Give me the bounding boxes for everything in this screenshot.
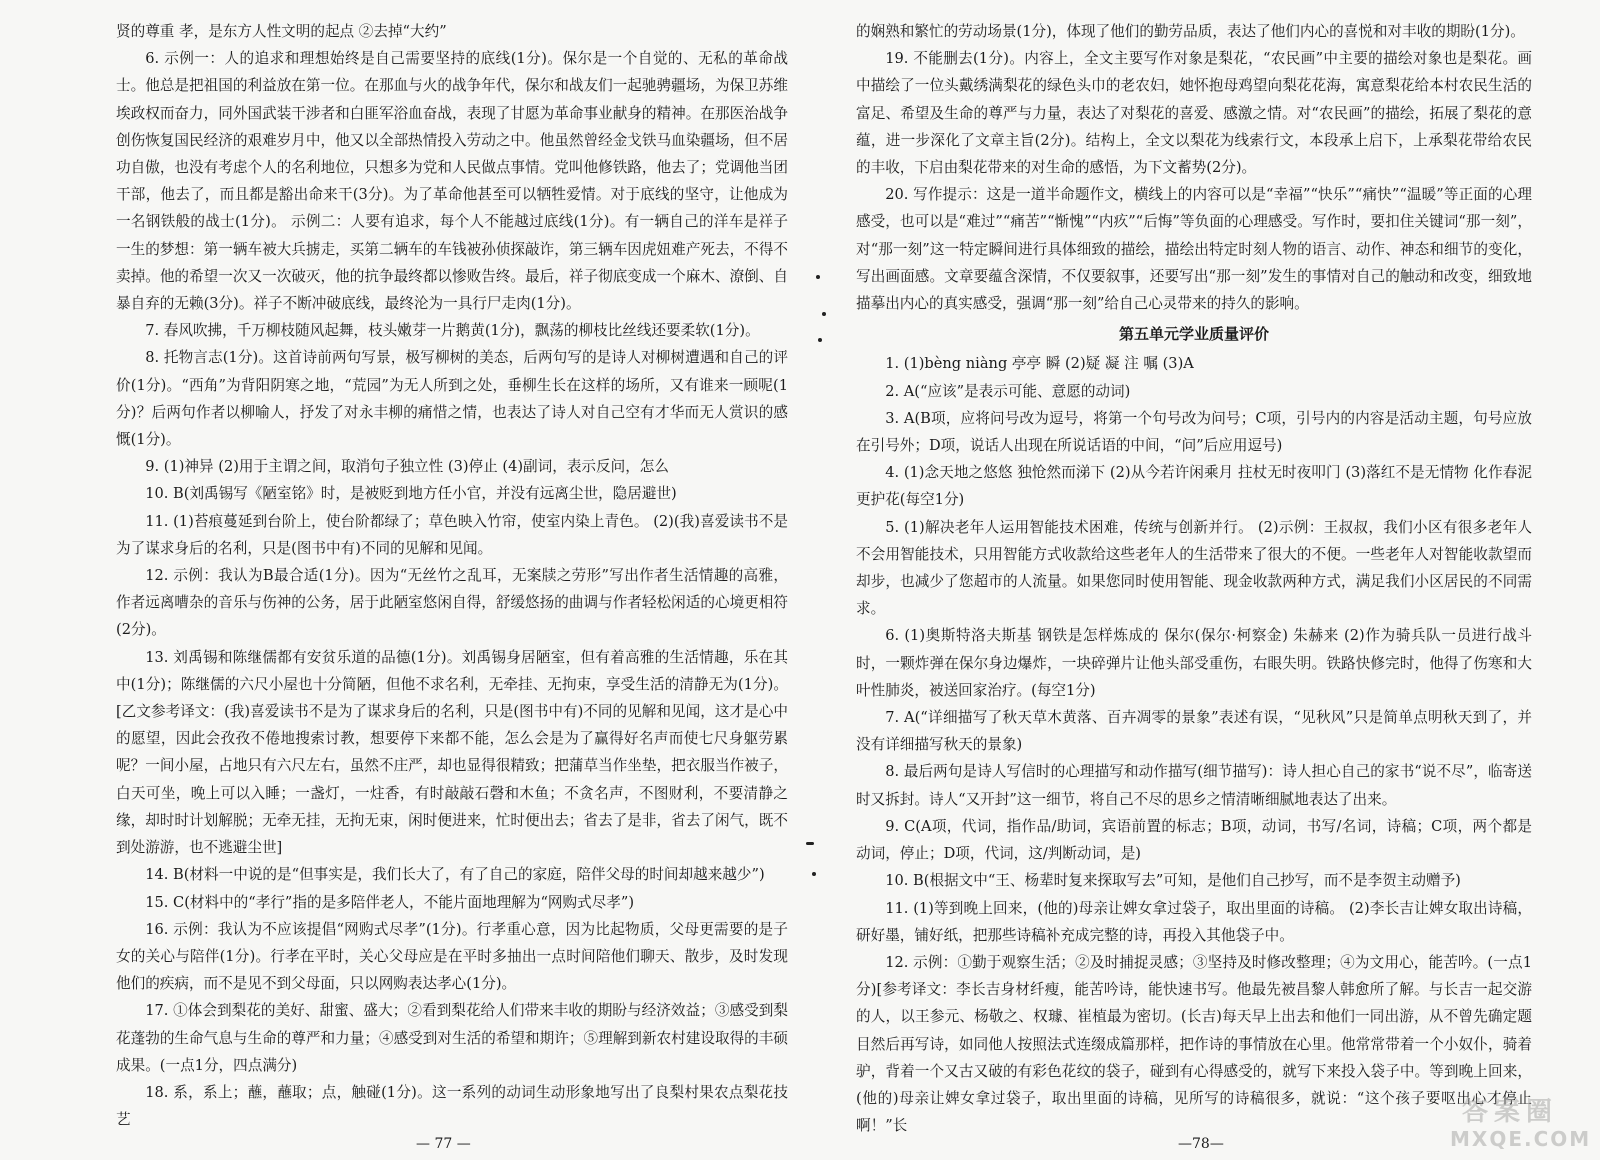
scan-speck: [806, 842, 814, 845]
scan-speck: [822, 312, 826, 316]
scan-speck: [812, 872, 816, 876]
answer-17: 17. ①体会到梨花的美好、甜蜜、盛大；②看到梨花给人们带来丰收的期盼与经济效益；③感受到梨花蓬勃的生命气息与生命的尊严和力量；④感受到对生活的希望和期许；⑤理解到新农村建设取得的丰硕成果。(一点1分，四点满分): [116, 1002, 788, 1074]
answer-18: 18. 系，系上；蘸，蘸取；点，触碰(1分)。这一系列的动词生动形象地写出了良梨村果农点梨花技艺: [116, 1083, 788, 1129]
answer-16: 16. 示例：我认为不应该提倡“网购式尽孝”(1分)。行孝重心意，因为比起物质，父母更需要的是子女的关心与陪伴(1分)。行孝在平时，关心父母应是在平时多抽出一点时间陪他们聊天、散步，及时发现他们的疾病，而不是见不到父母面，只以网购表达孝心(1分)。: [116, 920, 788, 993]
unit5-answer-5: 5. (1)解决老年人运用智能技术困难，传统与创新并行。 (2)示例：王叔叔，我们小区有很多老年人不会用智能技术，只用智能方式收款给这些老年人的生活带来了很大的不便。一些老年人对智能收款望而却步，也减少了您超市的人流量。如果您同时使用智能、现金收款两种方式，满足我们小区居民的不同需求。: [856, 518, 1532, 618]
answer-8: 8. 托物言志(1分)。这首诗前两句写景，极写柳树的美态，后两句写的是诗人对柳树遭遇和自己的评价(1分)。“西角”为背阳阴寒之地，“荒园”为无人所到之处，垂柳生长在这样的场所，又有谁来一顾呢(1分)？后两句作者以柳喻人，抒发了对永丰柳的痛惜之情，也表达了诗人对自己空有才华而无人赏识的感慨(1分)。: [116, 349, 788, 449]
paragraph-continuation: 的娴熟和繁忙的劳动场景(1分)，体现了他们的勤劳品质，表达了他们内心的喜悦和对丰收的期盼(1分)。: [856, 23, 1525, 40]
answer-13: 13. 刘禹锡和陈继儒都有安贫乐道的品德(1分)。刘禹锡身居陋室，但有着高雅的生活情趣，乐在其中(1分)；陈继儒的六尺小屋也十分简陋，但他不求名利，无牵挂、无拘束，享受生活的清静无为(1分)。[乙文参考译文：(我)喜爱读书不是为了谋求身后的名利，只是(图书中有)不同的见解和见闻，这才是心中的愿望，因此会孜孜不倦地搜索讨教，想要停下来都不能，怎么会是为了赢得好名声而使七尺身躯劳累呢？一间小屋，占地只有六尺左右，虽然不庄严，却也显得很精致；把蒲草当作坐垫，把衣服当作被子，白天可坐，晚上可以入睡；一盏灯，一炷香，有时敲敲石磬和木鱼；不贪名声，不图财利，不要清静之缘，却时时计划解脱；无牵无挂，无拘无束，闲时便进来，忙时便出去；省去了是非，省去了闲气，既不到处游游，也不逃避尘世]: [116, 648, 788, 857]
scan-speck: [816, 275, 820, 279]
unit5-answer-12: 12. 示例：①勤于观察生活；②及时捕捉灵感；③坚持及时修改整理；④为文用心，能苦吟。(一点1分)[参考译文：李长吉身材纤瘦，能苦吟诗，能快速书写。他最先被昌黎人韩愈所了解。与长吉一起交游的人，以王参元、杨敬之、权璩、崔植最为密切。(长吉)每天早上出去和他们一同出游，从不曾先确定题目然后再写诗，如同他人按照法式连缀成篇那样，把作诗的事情放在心里。他常常带着一个小奴仆，骑着驴，背着一个又古又破的有彩色花纹的袋子，碰到有心得感受的，就写下来投入袋子中。等到晚上回来，(他的)母亲让婢女拿过袋子，取出里面的诗稿，见所写的诗稿很多，就说：“这个孩子要呕出心才停止啊！”长: [856, 953, 1532, 1135]
answer-6: 6. 示例一：人的追求和理想始终是自己需要坚持的底线(1分)。保尔是一个自觉的、无私的革命战士。他总是把祖国的利益放在第一位。在那血与火的战争年代，保尔和战友们一起驰骋疆场，为保卫苏维埃政权而奋力，同外国武装干涉者和白匪军浴血奋战，表现了甘愿为革命事业献身的精神。在那医治战争创伤恢复国民经济的艰难岁月中，他又以全部热情投入劳动之中。他虽然曾经金戈铁马血染疆场，但不居功自傲，也没有考虑个人的名利地位，只想多为党和人民做点事情。党叫他修铁路，他去了；党调他当团干部，他去了，而且都是豁出命来干(3分)。为了革命他甚至可以牺牲爱情。对于底线的坚守，让他成为一名钢铁般的战士(1分)。 示例二：人要有追求，每个人不能越过底线(1分)。有一辆自己的洋车是祥子一生的梦想：第一辆车被大兵掳走，买第二辆车的车钱被孙侦探敲诈，第三辆车因虎妞难产死去，不得不卖掉。他的希望一次又一次破灭，他的抗争最终都以惨败告终。最后，祥子彻底变成一个麻木、潦倒、自暴自弃的无赖(3分)。祥子不断冲破底线，最终沦为一具行尸走肉(1分)。: [116, 50, 788, 313]
scan-speck: [818, 338, 822, 342]
answer-7: 7. 春风吹拂，千万柳枝随风起舞，枝头嫩芽一片鹅黄(1分)，飘荡的柳枝比丝线还要柔软(1分)。: [145, 322, 760, 340]
answer-20: 20. 写作提示：这是一道半命题作文，横线上的内容可以是“幸福”“快乐”“痛快”“温暖”等正面的心理感受，也可以是“难过”“痛苦”“惭愧”“内疚”“后悔”等负面的心理感受。写作时，要扣住关键词“那一刻”，对“那一刻”这一特定瞬间进行具体细致的描绘，描绘出特定时刻人物的语言、动作、神态和细节的变化，写出画面感。文章要蕴含深情，不仅要叙事，还要写出“那一刻”发生的事情对自己的触动和改变，细致地描摹出内心的真实感受，强调“那一刻”给自己心灵带来的持久的影响。: [856, 186, 1532, 313]
unit5-answer-2: 2. A(“应该”是表示可能、意愿的动词): [885, 382, 1131, 400]
unit5-answer-9: 9. C(A项，代词，指作品/助词，宾语前置的标志；B项，动词，书写/名词，诗稿；C项，两个都是动词，停止；D项，代词，这/判断动词，是): [856, 817, 1532, 863]
answer-15: 15. C(材料中的“孝行”指的是多陪伴老人，不能片面地理解为“网购式尽孝”): [145, 893, 635, 911]
unit5-answer-6: 6. (1)奥斯特洛夫斯基 钢铁是怎样炼成的 保尔(保尔·柯察金) 朱赫来 (2)作为骑兵队一员进行战斗时，一颗炸弹在保尔身边爆炸，一块碎弹片让他头部受重伤，右眼失明。铁路快修完时，他得了伤寒和大叶性肺炎，被送回家治疗。(每空1分): [856, 627, 1532, 699]
page-number-left: — 77 —: [416, 1136, 471, 1152]
unit5-answer-11: 11. (1)等到晚上回来，(他的)母亲让婢女拿过袋子，取出里面的诗稿。 (2)李长吉让婢女取出诗稿，研好墨，铺好纸，把那些诗稿补充成完整的诗，再投入其他袋子中。: [856, 899, 1532, 944]
answer-11: 11. (1)苔痕蔓延到台阶上，使台阶都绿了；草色映入竹帘，使室内染上青色。 (2)(我)喜爱读书不是为了谋求身后的名利，只是(图书中有)不同的见解和见闻。: [116, 512, 788, 557]
watermark-top: 答案圈: [1461, 1097, 1558, 1127]
answer-12: 12. 示例：我认为B最合适(1分)。因为“无丝竹之乱耳，无案牍之劳形”写出作者生活情趣的高雅，作者远离嘈杂的音乐与伤神的公务，居于此陋室悠闲自得，舒缓悠扬的曲调与作者轻松闲适的心境更相符(2分)。: [116, 567, 788, 639]
unit5-answer-10: 10. B(根据文中“王、杨辈时复来探取写去”可知，是他们自己抄写，而不是李贺主动赠予): [885, 872, 1461, 890]
right-page: [856, 18, 1532, 1135]
unit5-answer-8: 8. 最后两句是诗人写信时的心理描写和动作描写(细节描写)：诗人担心自己的家书“说不尽”，临寄送时又拆封。诗人“又开封”这一细节，将自己不尽的思乡之情清晰细腻地表达了出来。: [856, 763, 1532, 808]
answer-10: 10. B(刘禹锡写《陋室铭》时，是被贬到地方任小官，并没有远离尘世，隐居避世): [145, 485, 677, 503]
section-title: 第五单元学业质量评价: [1118, 325, 1269, 344]
watermark-logo: [1450, 1096, 1592, 1154]
unit5-answer-4: 4. (1)念天地之悠悠 独怆然而涕下 (2)从今若许闲乘月 拄杖无时夜叩门 (3)落红不是无情物 化作春泥更护花(每空1分): [856, 464, 1532, 509]
answer-9: 9. (1)神异 (2)用于主谓之间，取消句子独立性 (3)停止 (4)副词，表示反问，怎么: [145, 458, 669, 476]
unit5-answer-3: 3. A(B项，应将问号改为逗号，将第一个句号改为问号；C项，引号内的内容是活动主题，句号应放在引号外；D项，说话人出现在所说话语的中间，“问”后应用逗号): [856, 409, 1532, 455]
watermark-bottom: MXQE.COM: [1450, 1127, 1592, 1151]
unit5-answer-1: 1. (1)bèng niàng 亭亭 瞬 (2)疑 凝 注 嘱 (3)A: [885, 355, 1194, 373]
page-number-right: —78—: [1178, 1136, 1224, 1152]
unit5-answer-7: 7. A(“详细描写了秋天草木黄落、百卉凋零的景象”表述有误，“见秋风”只是简单点明秋天到了，并没有详细描写秋天的景象): [856, 709, 1532, 754]
paragraph-continuation: 贤的尊重 孝，是东方人性文明的起点 ②去掉“大约”: [116, 23, 447, 40]
answer-19: 19. 不能删去(1分)。内容上，全文主要写作对象是梨花，“农民画”中主要的描绘对象也是梨花。画中描绘了一位头戴绣满梨花的绿色头巾的老农妇，她怀抱母鸡望向梨花花海，寓意梨花给本村农民生活的富足、希望及生命的尊严与力量，表达了对梨花的喜爱、感激之情。对“农民画”的描绘，拓展了梨花的意蕴，进一步深化了文章主旨(2分)。结构上，全文以梨花为线索行文，本段承上启下，上承梨花带给农民的丰收，下启由梨花带来的对生命的感悟，为下文蓄势(2分)。: [856, 50, 1532, 177]
left-page: [116, 18, 788, 1129]
answer-14: 14. B(材料一中说的是“但事实是，我们长大了，有了自己的家庭，陪伴父母的时间却越来越少”): [145, 866, 765, 884]
